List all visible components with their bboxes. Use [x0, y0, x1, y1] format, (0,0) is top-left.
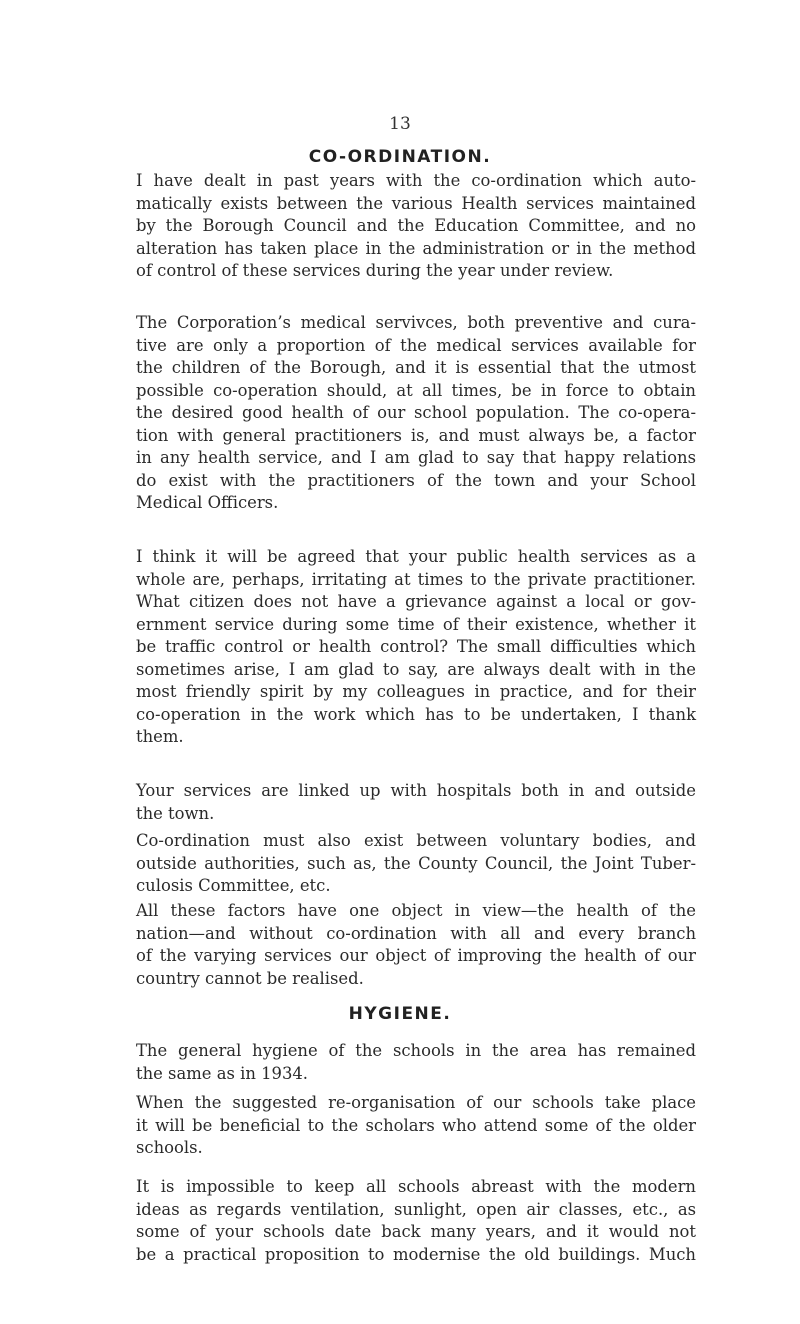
- text-line: schools.: [136, 1138, 203, 1157]
- paragraph: [136, 170, 696, 283]
- paragraph: [136, 312, 696, 515]
- text-line: the same as in 1934.: [136, 1063, 309, 1083]
- text-line: I have dealt in past years with the co-ordination which auto-: [136, 171, 696, 190]
- paragraph: [136, 830, 696, 898]
- text-line: Your services are linked up with hospitals both in and outside: [136, 781, 696, 800]
- text-line: it will be beneficial to the scholars who attend some of the older: [136, 1115, 696, 1135]
- text-line: the town.: [136, 803, 215, 823]
- text-line: The general hygiene of the schools in the area has remained: [136, 1041, 696, 1060]
- text-line: by the Borough Council and the Education Committee, and no: [136, 216, 696, 235]
- text-line: be traffic control or health control? The small difficulties which: [136, 637, 696, 656]
- text-line: ideas as regards ventilation, sunlight, open air classes, etc., as: [136, 1199, 696, 1219]
- text-line: whole are, perhaps, irritating at times to the private practitioner.: [136, 569, 696, 589]
- paragraph: [136, 546, 696, 749]
- section-heading-coordination: CO-ORDINATION.: [308, 147, 492, 167]
- text-line: matically exists between the various Health services maintained: [136, 193, 696, 213]
- text-line: do exist with the practitioners of the town and your School: [136, 470, 696, 490]
- text-line: The Corporation’s medical servivces, both preventive and cura-: [136, 313, 696, 332]
- paragraph: [136, 1040, 696, 1085]
- text-line: nation—and without co-ordination with all and every branch: [136, 923, 696, 943]
- text-line: tive are only a proportion of the medical services available for: [136, 335, 696, 355]
- paragraph: [136, 900, 696, 990]
- text-line: the children of the Borough, and it is essential that the utmost: [136, 358, 696, 377]
- text-line: tion with general practitioners is, and must always be, a factor: [136, 425, 696, 445]
- text-line: of the varying services our object of improving the health of our: [136, 946, 696, 965]
- text-line: outside authorities, such as, the County Council, the Joint Tuber-: [136, 853, 696, 873]
- text-line: alteration has taken place in the administration or in the method: [136, 238, 696, 258]
- page-number: 13: [389, 114, 411, 134]
- paragraph: [136, 1176, 696, 1266]
- text-line: I think it will be agreed that your public health services as a: [136, 547, 696, 566]
- paragraph: [136, 780, 696, 825]
- section-heading-hygiene: HYGIENE.: [348, 1004, 452, 1024]
- text-line: the desired good health of our school population. The co-opera-: [136, 403, 696, 422]
- text-line: sometimes arise, I am glad to say, are always dealt with in the: [136, 659, 696, 679]
- text-line: some of your schools date back many years, and it would not: [136, 1222, 696, 1241]
- text-line: All these factors have one object in view—the health of the: [136, 901, 696, 920]
- text-line: be a practical proposition to modernise the old buildings. Much: [136, 1244, 696, 1264]
- text-line: of control of these services during the year under review.: [136, 261, 614, 280]
- paragraph: [136, 1092, 696, 1160]
- text-line: When the suggested re-organisation of our schools take place: [136, 1093, 696, 1112]
- text-line: in any health service, and I am glad to say that happy relations: [136, 448, 696, 467]
- text-line: It is impossible to keep all schools abreast with the modern: [136, 1177, 696, 1196]
- text-line: country cannot be realised.: [136, 968, 364, 988]
- text-line: Medical Officers.: [136, 493, 279, 512]
- text-line: possible co-operation should, at all times, be in force to obtain: [136, 380, 696, 400]
- text-line: them.: [136, 727, 184, 746]
- text-line: culosis Committee, etc.: [136, 876, 331, 895]
- text-line: What citizen does not have a grievance against a local or gov-: [136, 592, 696, 611]
- text-line: ernment service during some time of their existence, whether it: [136, 614, 696, 634]
- text-line: co-operation in the work which has to be undertaken, I thank: [136, 704, 696, 724]
- text-line: most friendly spirit by my colleagues in practice, and for their: [136, 682, 696, 701]
- text-line: Co-ordination must also exist between voluntary bodies, and: [136, 831, 696, 850]
